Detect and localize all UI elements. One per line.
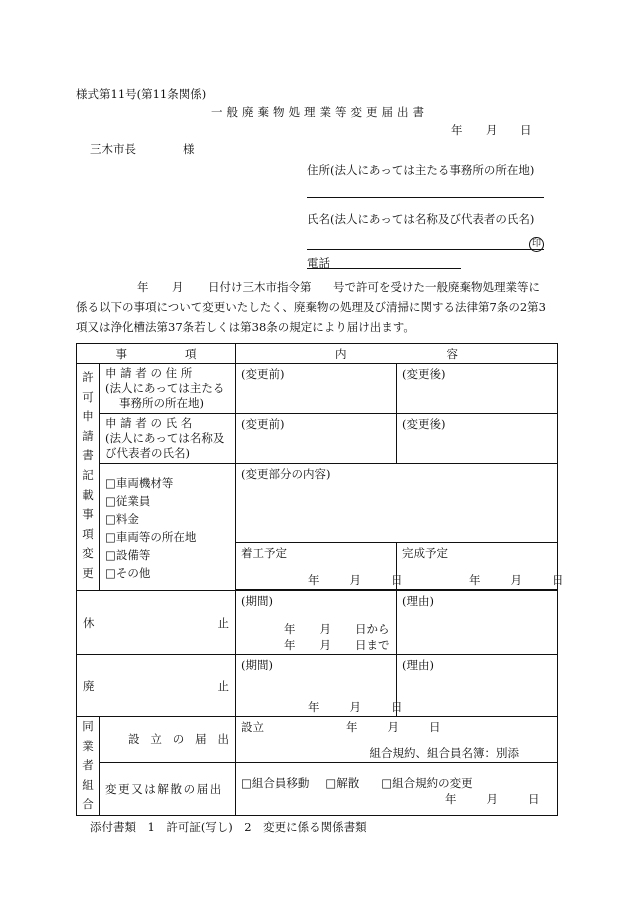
year-label: 年 [284,638,296,652]
permit-section-label [77,364,100,591]
period-label: (期間) [241,658,273,672]
address-after-field[interactable] [397,364,558,414]
abolition-row [77,655,558,717]
checkbox-member-move[interactable]: □組合員移動 [241,775,310,790]
start-plan-field[interactable] [236,543,403,590]
abolition-reason-field[interactable] [397,655,558,717]
permit-label-char: 請 [82,428,94,443]
checkbox-rule-change[interactable]: □組合規約の変更 [381,775,473,790]
name-item-line: (法人にあっては名称及 [105,431,225,445]
address-item-line: 申 請 者 の 住 所 [105,366,193,380]
establish-field[interactable] [236,717,558,763]
permit-label-char: 申 [82,409,94,424]
finish-plan-field[interactable] [397,543,564,590]
checkbox-employees[interactable]: □従業員 [105,494,151,508]
year-label: 年 [445,791,457,806]
address-change-row [77,364,558,414]
change-dissolve-field[interactable] [236,762,558,815]
abolition-period-field[interactable] [236,655,403,717]
reason-label: (理由) [402,594,434,608]
establish-label: 設立 [241,720,264,734]
header-content-char-1: 内 [335,346,347,361]
address-label: 住所(法人にあっては主たる事務所の所在地) [307,163,535,177]
checkbox-vehicles[interactable]: □車両機材等 [105,476,174,490]
address-before-field[interactable] [236,364,397,414]
change-item-checkboxes [100,464,236,591]
header-content-char-2: 容 [446,346,458,361]
address-item-line: (法人にあっては主たる [105,381,225,395]
permit-label-char: 変 [82,546,94,561]
checkbox-fees[interactable]: □料金 [105,512,139,526]
document-title: 一般廃棄物処理業等変更届出書 [211,105,428,119]
body-month: 月 [172,280,184,294]
establish-char: 立 [150,732,162,747]
name-label: 氏名(法人にあっては名称及び代表者の氏名) [307,212,535,226]
day-label: 日 [528,791,540,806]
header-item [77,344,236,364]
suspension-period-field[interactable] [236,591,397,655]
body-year: 年 [137,280,149,294]
after-label: (変更後) [402,417,446,431]
before-label: (変更前) [241,417,285,431]
establish-char: 設 [128,732,140,747]
name-field[interactable] [307,249,544,250]
phone-label: 電話 [307,256,330,270]
month-label: 月 [319,622,331,636]
body-line2: 係る以下の事項について変更いたしたく、廃棄物の処理及び清掃に関する法律第7条の2第3 [76,300,546,314]
attachments-note: 添付書類 1 許可証(写し) 2 変更に係る関係書類 [90,820,367,834]
start-plan-label: 着工予定 [241,546,287,560]
change-dissolve-text: 変更又は解散の届出 [105,781,223,796]
day-label: 日 [429,720,441,734]
establish-date-line [241,719,552,735]
changed-part-field[interactable] [236,464,558,543]
association-change-row [77,762,558,815]
period-label: (期間) [241,594,273,608]
other-change-row [77,464,558,543]
month-label: 月 [319,638,331,652]
checkbox-vehicle-location[interactable]: □車両等の所在地 [105,530,197,544]
association-establish-row [77,717,558,763]
form-number: 様式第11号(第11条関係) [76,87,207,101]
address-item-line: 事務所の所在地) [119,396,204,410]
addressee-suffix: 様 [183,142,195,156]
abolition-char-1: 廃 [83,678,95,693]
name-item [100,414,236,464]
permit-label-char: 項 [82,526,94,541]
association-section-label [77,717,100,816]
month-label: 月 [349,700,361,714]
permit-label-char: 書 [82,448,94,463]
suspension-char-2: 止 [217,615,229,630]
permit-label-char: 許 [82,370,94,384]
permit-label-char: 事 [82,507,94,522]
body-line1-end: 号で許可を受けた一般廃棄物処理業等に [333,280,540,294]
year-label: 年 [308,573,320,587]
abolition-char-2: 止 [217,678,229,693]
checkbox-other[interactable]: □その他 [105,566,151,580]
association-label-char: 同 [82,719,94,733]
abolition-date [308,699,403,715]
association-label-char: 組 [82,777,94,792]
header-item-char-2: 項 [185,346,197,361]
establish-char: 届 [195,732,207,747]
day-label: 日 [552,573,564,587]
month-label: 月 [510,573,522,587]
name-item-line: 申 請 者 の 氏 名 [105,416,193,430]
suspension-until-date [284,637,390,653]
checkbox-dissolve[interactable]: □解散 [325,775,360,790]
year-label: 年 [346,720,358,734]
checkbox-equipment[interactable]: □設備等 [105,548,151,562]
addressee: 三木市長 [90,142,136,156]
body-line3: 項又は浄化槽法第37条若しくは第38条の規定により届け出ます。 [76,320,415,334]
name-before-field[interactable] [236,414,397,464]
day-label: 日 [391,700,403,714]
header-item-char-1: 事 [115,346,127,361]
date-day: 日 [520,123,532,137]
change-form-table [76,343,564,816]
name-after-field[interactable] [397,414,558,464]
address-field[interactable] [307,197,544,198]
year-label: 年 [469,573,481,587]
name-item-line: び代表者の氏名) [105,446,190,460]
change-dissolve-date [445,791,552,807]
suspension-reason-field[interactable] [397,591,558,655]
address-item [100,364,236,414]
from-label: 日から [355,622,390,636]
association-label-char: 者 [82,758,94,773]
change-dissolve-label [100,762,236,815]
start-plan-date [308,572,403,588]
phone-field[interactable] [307,268,461,269]
name-change-row [77,414,558,464]
month-label: 月 [387,720,399,734]
date-month: 月 [486,123,498,137]
finish-plan-label: 完成予定 [402,546,448,560]
permit-label-char: 載 [82,487,94,502]
association-label-char: 合 [82,797,94,812]
establish-char: 出 [217,732,229,747]
date-year: 年 [451,123,463,137]
suspension-char-1: 休 [83,615,95,630]
change-dissolve-options [241,775,552,791]
until-label: 日まで [355,638,390,652]
abolition-label [77,655,236,717]
permit-label-char: 可 [82,389,94,404]
year-label: 年 [308,700,320,714]
header-content [236,344,558,364]
finish-plan-date [469,572,564,588]
year-label: 年 [284,622,296,636]
body-ref: 日付け三木市指令第 [208,280,312,294]
establish-char: の [172,732,185,747]
table-header-row [77,344,558,364]
association-attachment-note: 組合規約、組合員名簿：別添 [369,745,519,760]
month-label: 月 [486,791,498,806]
before-label: (変更前) [241,367,285,381]
establish-notice-label [100,717,236,763]
association-label-char: 業 [82,738,94,753]
permit-label-char: 記 [82,467,94,482]
day-label: 日 [391,573,403,587]
reason-label: (理由) [402,658,434,672]
suspension-label [77,591,236,655]
seal-label: 印 [529,237,544,252]
suspension-from-date [284,621,390,637]
month-label: 月 [349,573,361,587]
suspension-row [77,591,558,655]
after-label: (変更後) [402,367,446,381]
changed-part-label: (変更部分の内容) [241,467,331,481]
permit-label-char: 更 [82,565,94,580]
seal-mark [529,235,544,252]
